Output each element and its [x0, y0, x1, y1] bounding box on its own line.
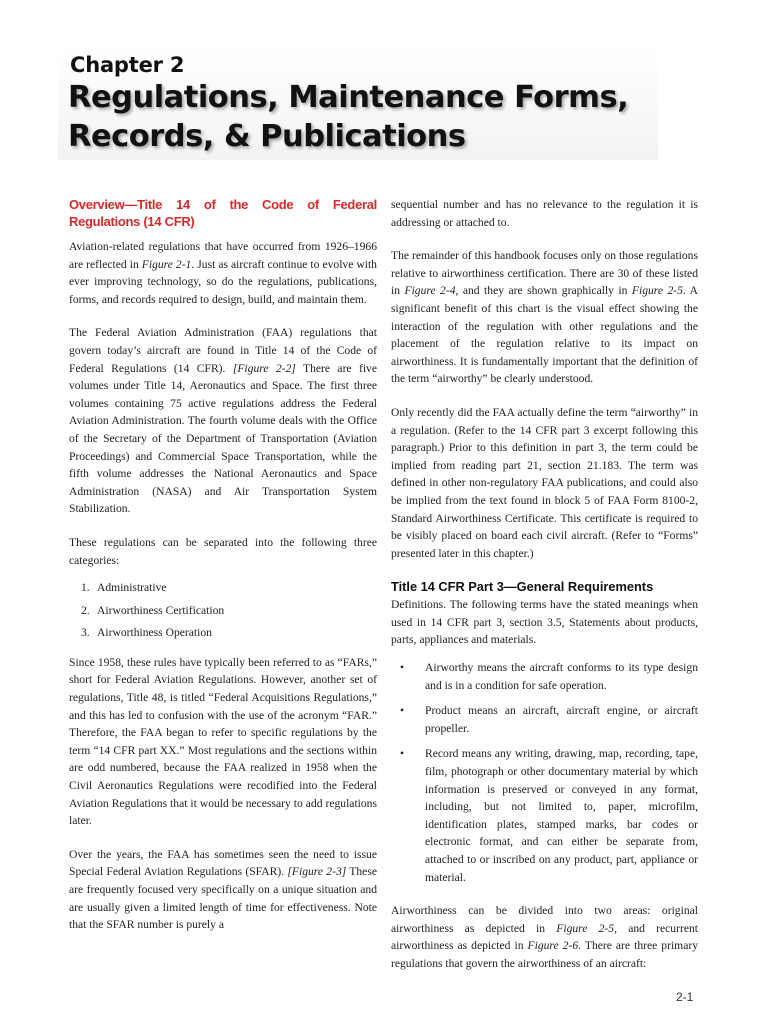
- list-item: 2. Airworthiness Certification: [81, 603, 225, 617]
- list-item: • Airworthy means the aircraft conforms to its type design and is in a condition for safe operation.: [400, 661, 698, 692]
- figure-reference[interactable]: Figure 2-4: [404, 284, 456, 298]
- list-item: • Record means any writing, drawing, map, recording, tape, film, photograph or other documentary material by which information is preserved or conveyed in any format, including, but not limited to, paper, microfilm, identification plates, stamped marks, bar codes or electronic format, and can either be separate from, attached to or inscribed on any product, part, appliance or material.: [400, 747, 698, 884]
- paragraph: Over the years, the FAA has sometimes seen the need to issue Special Federal Aviation Regulations (SFAR). [Figure 2-3] These are frequently focused very specifically on a unique situation and are usually given a limited length of time for effectiveness. Note that the SFAR number is purely a: [69, 847, 377, 932]
- right-column: [391, 196, 698, 989]
- definition-list: [391, 659, 698, 886]
- paragraph: Since 1958, these rules have typically been referred to as “FARs,” short for Federal Aviation Regulations. However, another set of regulations, Title 48, is titled “Federal Acquisitions Regulations,” and this has led to confusion with the use of the acronym “FAR.” Therefore, the FAA began to refer to specific regulations by the term “14 CFR part XX.” Most regulations and the sections within are odd numbered, because the FAA realized in 1958 when the Civil Aeronautics Regulations were recodified into the Federal Aviation Regulations that it would be necessary to add regulations later.: [69, 655, 377, 828]
- category-list: [69, 579, 377, 642]
- figure-reference[interactable]: Figure 2-5: [631, 284, 683, 298]
- paragraph: The Federal Aviation Administration (FAA) regulations that govern today’s aircraft are found in Title 14 of the Code of Federal Regulations (14 CFR). [Figure 2-2] There are five volumes under Title 14, Aeronautics and Space. The first three volumes containing 75 active regulations address the Federal Aviation Administration. The fourth volume deals with the Office of the Secretary of the Department of Transportation (Aviation Proceedings) and Commercial Space Transportation, while the fifth volume addresses the National Aeronautics and Space Administration (NASA) and Air Transportation System Stabilization.: [69, 326, 377, 516]
- figure-reference[interactable]: Figure 2-1: [141, 257, 192, 271]
- chapter-label: Chapter 2: [70, 53, 185, 77]
- bullet-icon: •: [400, 704, 405, 718]
- overview-heading: Overview—Title 14 of the Code of Federal Regulations (14 CFR): [69, 197, 377, 229]
- bullet-icon: •: [400, 661, 405, 675]
- paragraph: The remainder of this handbook focuses only on those regulations relative to airworthiness certification. There are 30 of these listed in Figure 2-4, and they are shown graphically in Figure 2-5. A significant benefit of this chart is the visual effect showing the interaction of the regulation with other regulations and the placement of the regulation relative to its impact on airworthiness. It is fundamentally important that the definition of the term “airworthy” be clearly understood.: [391, 249, 699, 386]
- paragraph: Airworthiness can be divided into two areas: original airworthiness as depicted in Figure 2-5, and recurrent airworthiness as depicted in Figure 2-6. There are three primary regulations that govern the airworthiness of an aircraft:: [391, 904, 698, 970]
- figure-reference[interactable]: Figure 2-6: [527, 939, 579, 953]
- part3-heading: Title 14 CFR Part 3—General Requirements: [391, 579, 654, 595]
- list-item: • Product means an aircraft, aircraft engine, or aircraft propeller.: [400, 704, 698, 735]
- figure-reference[interactable]: [Figure 2-3]: [287, 865, 347, 879]
- left-column: [69, 196, 377, 950]
- figure-reference[interactable]: [Figure 2-2]: [232, 361, 296, 375]
- figure-reference[interactable]: Figure 2-5,: [556, 921, 617, 935]
- title-line-2: Records, & Publications: [68, 119, 466, 154]
- paragraph: These regulations can be separated into the following three categories:: [69, 535, 377, 567]
- title-line-1: Regulations, Maintenance Forms,: [68, 80, 629, 115]
- page-number: 2-1: [676, 990, 694, 1004]
- paragraph: Aviation-related regulations that have occurred from 1926–1966 are reflected in Figure 2-1. Just as aircraft continue to evolve with ever improving technology, so do the regulations, publications, forms, and records required to design, build, and maintain them.: [69, 240, 377, 306]
- bullet-icon: •: [400, 747, 405, 761]
- paragraph: Only recently did the FAA actually define the term “airworthy” in a regulation. (Refer to the 14 CFR part 3 excerpt following this paragraph.) Prior to this definition in part 3, the term could be implied from reading part 21, section 21.183. The term was defined in other non-regulatory FAA publications, and could also be implied from the text found in block 5 of FAA Form 8100-2, Standard Airworthiness Certificate. This certificate is required to be visibly placed on board each civil aircraft. (Refer to “Forms” presented later in this chapter.): [391, 405, 698, 560]
- paragraph: sequential number and has no relevance to the regulation it is addressing or attached to.: [391, 198, 698, 229]
- list-item: 3. Airworthiness Operation: [81, 626, 212, 640]
- list-item: 1. Administrative: [81, 581, 167, 595]
- chapter-title: [68, 78, 668, 156]
- paragraph: Definitions. The following terms have the stated meanings when used in 14 CFR part 3, section 3.5, Statements about products, parts, appliances and materials.: [391, 598, 698, 647]
